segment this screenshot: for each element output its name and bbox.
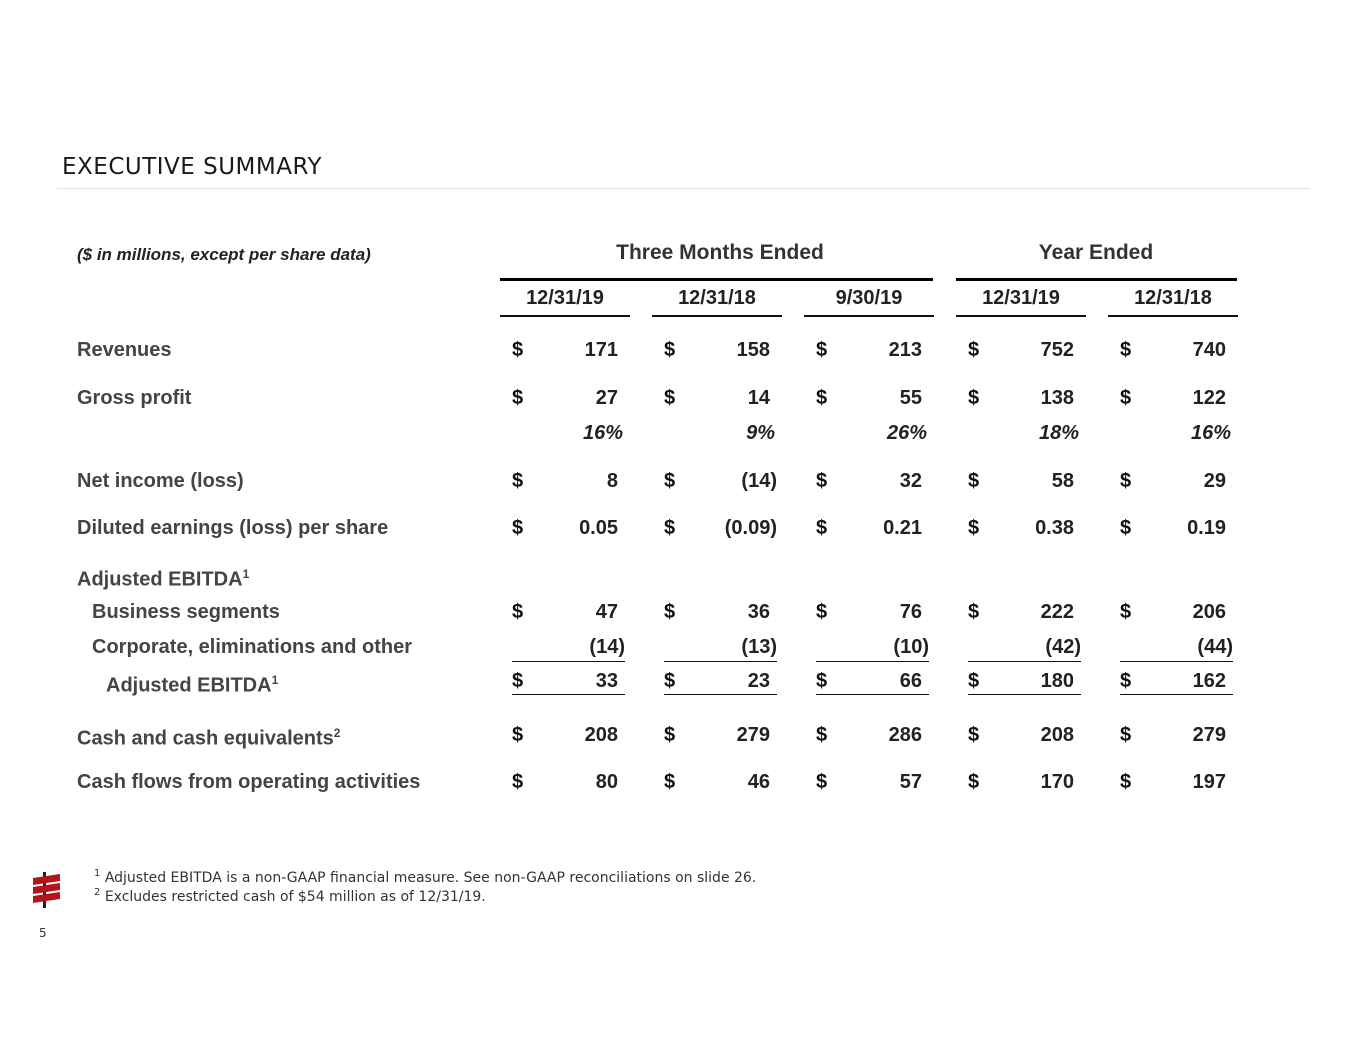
group-header-three-months: Three Months Ended — [616, 241, 824, 264]
page-number: 5 — [39, 926, 47, 940]
currency-symbol: $ — [512, 771, 524, 793]
row-label-cash-flows: Cash flows from operating activities — [77, 771, 421, 793]
subtotal-rule — [816, 694, 929, 695]
row-label-cash: Cash and cash equivalents$^2$ — [77, 726, 341, 750]
currency-symbol: $ — [1120, 517, 1132, 539]
subtotal-rule — [664, 694, 777, 695]
currency-symbol: $ — [1120, 470, 1132, 492]
group-rule-year — [956, 278, 1237, 281]
currency-symbol: $ — [968, 771, 980, 793]
table-cell: 162 — [1192, 670, 1226, 692]
subtotal-rule — [968, 694, 1081, 695]
currency-symbol: $ — [1120, 670, 1132, 692]
currency-symbol: $ — [512, 339, 524, 361]
table-cell: 170 — [1040, 771, 1074, 793]
table-cell: 122 — [1192, 387, 1226, 409]
row-label-gross-profit: Gross profit — [77, 387, 192, 409]
currency-symbol: $ — [664, 387, 676, 409]
table-cell: 9% — [746, 422, 775, 444]
group-rule-three-months — [500, 278, 933, 281]
currency-symbol: $ — [968, 339, 980, 361]
table-cell: (44) — [1197, 636, 1233, 658]
row-label-adjusted-ebitda-total: Adjusted EBITDA$^1$ — [106, 673, 279, 697]
table-cell: 46 — [747, 771, 770, 793]
table-cell: (0.09) — [724, 517, 777, 539]
table-cell: 32 — [899, 470, 922, 492]
table-cell: 55 — [899, 387, 922, 409]
subtotal-rule — [512, 694, 625, 695]
table-cell: 740 — [1192, 339, 1226, 361]
currency-symbol: $ — [968, 670, 980, 692]
column-rule — [956, 315, 1086, 317]
table-cell: 208 — [584, 724, 618, 746]
table-cell: 8 — [606, 470, 618, 492]
currency-symbol: $ — [664, 517, 676, 539]
currency-symbol: $ — [1120, 724, 1132, 746]
currency-symbol: $ — [816, 771, 828, 793]
table-cell: (42) — [1045, 636, 1081, 658]
table-cell: 286 — [888, 724, 922, 746]
table-cell: 58 — [1051, 470, 1074, 492]
table-cell: 0.38 — [1035, 517, 1074, 539]
column-header: 12/31/19 — [526, 287, 604, 309]
currency-symbol: $ — [968, 470, 980, 492]
subtotal-rule — [1120, 694, 1233, 695]
table-cell: (14) — [589, 636, 625, 658]
currency-symbol: $ — [968, 387, 980, 409]
table-cell: 36 — [747, 601, 770, 623]
row-label-business-segments: Business segments — [92, 601, 280, 623]
table-cell: 66 — [899, 670, 922, 692]
currency-symbol: $ — [816, 670, 828, 692]
footnote: $^1$ Adjusted EBITDA is a non-GAAP financial measure. See non-GAAP reconciliations on slide 26. — [94, 868, 757, 886]
column-header: 12/31/18 — [1134, 287, 1212, 309]
row-label-adjusted-ebitda-header: Adjusted EBITDA$^1$ — [77, 567, 250, 591]
table-cell: 171 — [584, 339, 618, 361]
currency-symbol: $ — [512, 670, 524, 692]
currency-symbol: $ — [664, 339, 676, 361]
table-cell: 279 — [1192, 724, 1226, 746]
currency-symbol: $ — [664, 470, 676, 492]
table-cell: 0.19 — [1187, 517, 1226, 539]
table-cell: 23 — [747, 670, 770, 692]
currency-symbol: $ — [968, 517, 980, 539]
table-cell: 279 — [736, 724, 770, 746]
row-label-net-income: Net income (loss) — [77, 470, 244, 492]
table-cell: 158 — [736, 339, 770, 361]
currency-symbol: $ — [664, 601, 676, 623]
currency-symbol: $ — [816, 387, 828, 409]
table-cell: 76 — [899, 601, 922, 623]
table-cell: 18% — [1038, 422, 1079, 444]
table-cell: 26% — [886, 422, 927, 444]
column-header: 9/30/19 — [835, 287, 903, 309]
currency-symbol: $ — [816, 601, 828, 623]
units-note: ($ in millions, except per share data) — [77, 245, 371, 264]
currency-symbol: $ — [968, 601, 980, 623]
table-cell: 14 — [747, 387, 770, 409]
table-cell: 27 — [595, 387, 618, 409]
page-title: EXECUTIVE SUMMARY — [62, 154, 323, 180]
table-cell: 16% — [1190, 422, 1231, 444]
table-cell: 206 — [1192, 601, 1226, 623]
table-cell: 180 — [1040, 670, 1074, 692]
currency-symbol: $ — [512, 601, 524, 623]
table-cell: (13) — [741, 636, 777, 658]
table-cell: 208 — [1040, 724, 1074, 746]
currency-symbol: $ — [816, 339, 828, 361]
table-cell: (10) — [893, 636, 929, 658]
currency-symbol: $ — [512, 724, 524, 746]
subtotal-rule — [664, 661, 777, 662]
table-cell: 138 — [1040, 387, 1074, 409]
table-cell: 16% — [582, 422, 623, 444]
currency-symbol: $ — [1120, 339, 1132, 361]
company-logo-icon — [30, 872, 64, 908]
currency-symbol: $ — [664, 670, 676, 692]
row-label-diluted-eps: Diluted earnings (loss) per share — [77, 517, 389, 539]
currency-symbol: $ — [816, 470, 828, 492]
currency-symbol: $ — [1120, 387, 1132, 409]
currency-symbol: $ — [968, 724, 980, 746]
currency-symbol: $ — [816, 724, 828, 746]
table-cell: 197 — [1192, 771, 1226, 793]
column-rule — [652, 315, 782, 317]
currency-symbol: $ — [512, 517, 524, 539]
currency-symbol: $ — [816, 517, 828, 539]
column-rule — [804, 315, 934, 317]
title-divider — [57, 188, 1310, 189]
row-label-corporate: Corporate, eliminations and other — [92, 636, 413, 658]
table-cell: (14) — [741, 470, 777, 492]
table-cell: 47 — [595, 601, 618, 623]
column-header: 12/31/19 — [982, 287, 1060, 309]
table-cell: 29 — [1203, 470, 1226, 492]
table-cell: 80 — [595, 771, 618, 793]
subtotal-rule — [816, 661, 929, 662]
table-cell: 213 — [888, 339, 922, 361]
table-cell: 752 — [1040, 339, 1074, 361]
group-header-year: Year Ended — [1038, 241, 1154, 264]
currency-symbol: $ — [1120, 771, 1132, 793]
currency-symbol: $ — [664, 771, 676, 793]
currency-symbol: $ — [512, 387, 524, 409]
row-label-revenues: Revenues — [77, 339, 172, 361]
column-rule — [1108, 315, 1238, 317]
subtotal-rule — [1120, 661, 1233, 662]
table-cell: 0.05 — [579, 517, 618, 539]
table-cell: 33 — [595, 670, 618, 692]
table-cell: 0.21 — [883, 517, 922, 539]
currency-symbol: $ — [1120, 601, 1132, 623]
currency-symbol: $ — [664, 724, 676, 746]
table-cell: 222 — [1040, 601, 1074, 623]
subtotal-rule — [512, 661, 625, 662]
currency-symbol: $ — [512, 470, 524, 492]
column-header: 12/31/18 — [678, 287, 756, 309]
table-cell: 57 — [899, 771, 922, 793]
column-rule — [500, 315, 630, 317]
subtotal-rule — [968, 661, 1081, 662]
footnote: $^2$ Excludes restricted cash of $54 million as of 12/31/19. — [94, 887, 486, 905]
